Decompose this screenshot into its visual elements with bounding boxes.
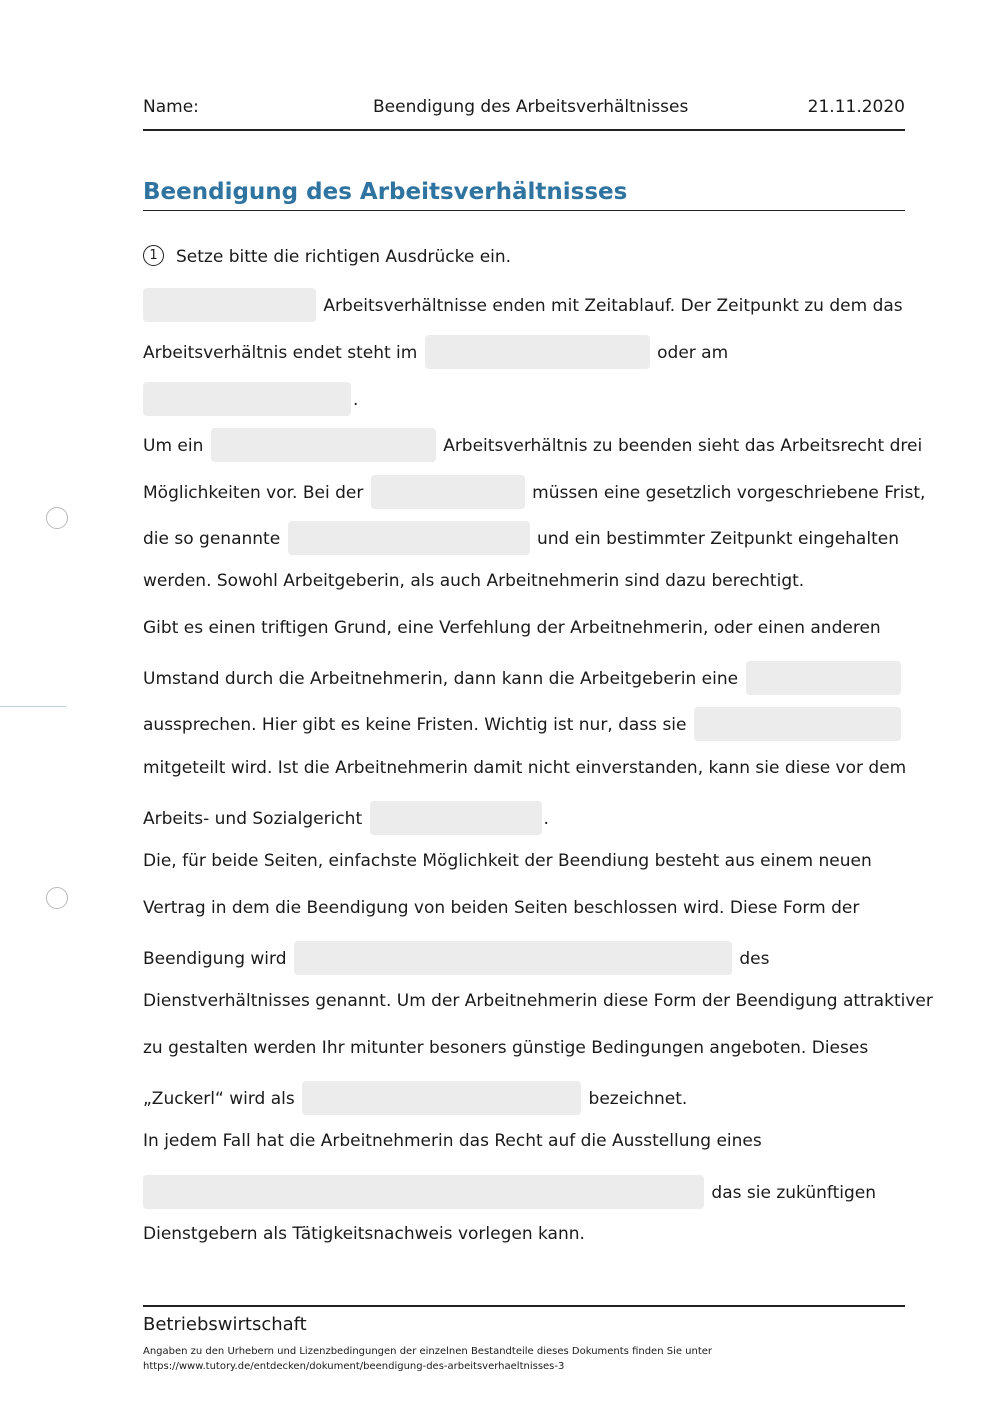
text-line-6 xyxy=(143,522,899,556)
text-line-4 xyxy=(143,429,922,463)
text-line-5 xyxy=(143,476,925,510)
task-instruction-line xyxy=(143,245,511,269)
text-line-20 xyxy=(143,1176,876,1210)
license-url[interactable]: https://www.tutory.de/entdecken/dokument/beendigung-des-arbeitsverhaeltnisses-3 xyxy=(143,1361,565,1372)
license-text: Angaben zu den Urhebern und Lizenzbedingungen der einzelnen Bestandteile dieses Dokuments finden Sie unter xyxy=(143,1346,713,1357)
text-segment: Umstand durch die Arbeitnehmerin, dann kann die Arbeitgeberin eine xyxy=(143,669,739,689)
blank-field-8[interactable] xyxy=(694,707,901,741)
text-line-14: Vertrag in dem die Beendigung von beiden Seiten beschlossen wird. Diese Form der xyxy=(143,898,860,918)
text-segment: das sie zukünftigen xyxy=(711,1183,876,1203)
blank-field-2[interactable] xyxy=(425,335,650,369)
punch-hole-top xyxy=(46,507,68,529)
text-line-21: Dienstgebern als Tätigkeitsnachweis vorlegen kann. xyxy=(143,1224,585,1244)
text-segment: und ein bestimmter Zeitpunkt eingehalten xyxy=(536,529,899,549)
task-instruction: Setze bitte die richtigen Ausdrücke ein. xyxy=(176,247,512,267)
text-segment: Beendigung wird xyxy=(143,949,287,969)
text-line-15 xyxy=(143,942,769,976)
text-segment: des xyxy=(739,949,770,969)
text-segment: Um ein xyxy=(143,436,204,456)
text-line-3 xyxy=(143,383,358,417)
text-line-17: zu gestalten werden Ihr mitunter besoners günstige Bedingungen angeboten. Dieses xyxy=(143,1038,869,1058)
text-line-9 xyxy=(143,662,903,696)
text-line-12 xyxy=(143,802,549,836)
header-date: 21.11.2020 xyxy=(807,97,905,117)
blank-field-6[interactable] xyxy=(288,521,530,555)
text-line-10 xyxy=(143,708,903,742)
punch-hole-bottom xyxy=(46,887,68,909)
header-title: Beendigung des Arbeitsverhältnisses xyxy=(373,97,689,117)
text-segment: . xyxy=(543,809,549,829)
text-segment: Arbeitsverhältnis zu beenden sieht das Arbeitsrecht drei xyxy=(443,436,923,456)
header-name-label: Name: xyxy=(143,97,199,117)
text-line-13: Die, für beide Seiten, einfachste Möglichkeit der Beendiung besteht aus einem neuen xyxy=(143,851,872,871)
header-rule xyxy=(143,129,905,131)
text-line-19: In jedem Fall hat die Arbeitnehmerin das Recht auf die Ausstellung eines xyxy=(143,1131,762,1151)
text-segment: aussprechen. Hier gibt es keine Fristen. Wichtig ist nur, dass sie xyxy=(143,715,687,735)
text-line-18 xyxy=(143,1082,687,1116)
text-line-1 xyxy=(143,289,903,323)
footer-subject: Betriebswirtschaft xyxy=(143,1314,307,1335)
text-segment: die so genannte xyxy=(143,529,281,549)
blank-field-9[interactable] xyxy=(370,801,542,835)
footer-rule xyxy=(143,1305,905,1307)
fold-mark xyxy=(0,706,66,707)
text-line-2 xyxy=(143,336,728,370)
blank-field-5[interactable] xyxy=(371,475,525,509)
footer-license xyxy=(143,1344,712,1374)
blank-field-1[interactable] xyxy=(143,288,316,322)
page-title: Beendigung des Arbeitsverhältnisses xyxy=(143,179,628,205)
text-segment: Arbeitsverhältnis endet steht im xyxy=(143,343,418,363)
blank-field-3[interactable] xyxy=(143,382,351,416)
title-rule xyxy=(143,210,905,211)
text-line-7: werden. Sowohl Arbeitgeberin, als auch Arbeitnehmerin sind dazu berechtigt. xyxy=(143,571,805,591)
blank-field-7[interactable] xyxy=(746,661,901,695)
task-number-badge: 1 xyxy=(143,245,164,266)
text-segment: Arbeitsverhältnisse enden mit Zeitablauf. Der Zeitpunkt zu dem das xyxy=(323,296,903,316)
text-segment: bezeichnet. xyxy=(588,1089,688,1109)
text-segment: . xyxy=(353,390,359,410)
text-segment: Möglichkeiten vor. Bei der xyxy=(143,483,364,503)
blank-field-11[interactable] xyxy=(302,1081,581,1115)
blank-field-12[interactable] xyxy=(143,1175,704,1209)
blank-field-4[interactable] xyxy=(211,428,436,462)
text-segment: „Zuckerl“ wird als xyxy=(143,1089,295,1109)
text-segment: Arbeits- und Sozialgericht xyxy=(143,809,363,829)
text-line-11: mitgeteilt wird. Ist die Arbeitnehmerin damit nicht einverstanden, kann sie diese vor dem xyxy=(143,758,907,778)
text-segment: oder am xyxy=(657,343,729,363)
text-line-16: Dienstverhältnisses genannt. Um der Arbeitnehmerin diese Form der Beendigung attraktiver xyxy=(143,991,933,1011)
text-segment: müssen eine gesetzlich vorgeschriebene Frist, xyxy=(532,483,926,503)
text-line-8: Gibt es einen triftigen Grund, eine Verfehlung der Arbeitnehmerin, oder einen anderen xyxy=(143,618,881,638)
blank-field-10[interactable] xyxy=(294,941,732,975)
